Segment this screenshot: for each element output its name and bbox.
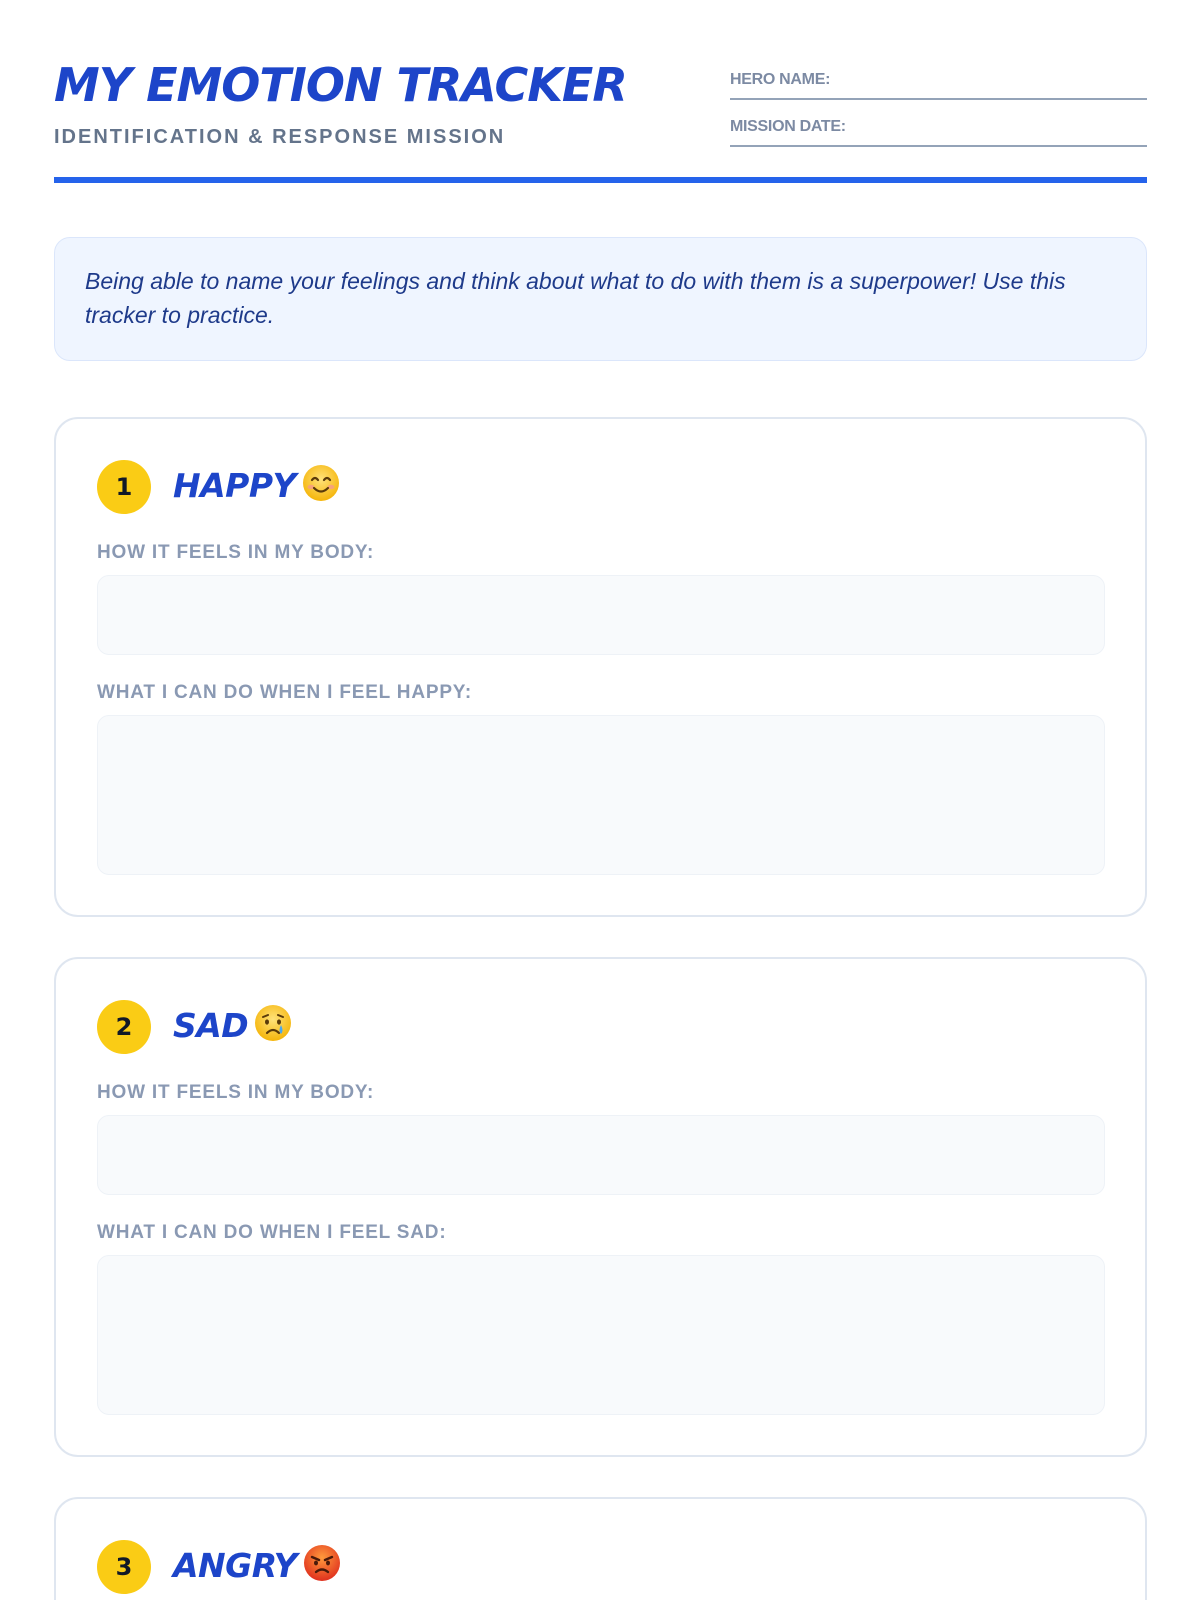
crying-face-icon xyxy=(254,1004,292,1042)
hero-name-field[interactable] xyxy=(730,70,1147,100)
intro-callout xyxy=(54,237,1147,361)
mission-date-field[interactable] xyxy=(730,117,1147,147)
worksheet-header xyxy=(54,54,1147,184)
body-feeling-label: HOW IT FEELS IN MY BODY: xyxy=(97,542,375,563)
header-divider xyxy=(54,177,1147,183)
intro-text: Being able to name your feelings and think about what to do with them is a superpower! Use this tracker to practice. xyxy=(85,268,1066,328)
emotion-card-sad xyxy=(54,957,1147,1457)
smiling-face-icon xyxy=(302,464,340,502)
emotion-card-happy xyxy=(54,417,1147,917)
emotion-number-badge: 2 xyxy=(97,1000,151,1054)
body-feeling-input[interactable] xyxy=(97,1115,1105,1195)
body-feeling-label: HOW IT FEELS IN MY BODY: xyxy=(97,1082,375,1103)
emotion-title xyxy=(173,1004,292,1045)
emotion-name: SAD xyxy=(173,1006,249,1045)
emotion-name: HAPPY xyxy=(173,466,296,505)
coping-action-input[interactable] xyxy=(97,1255,1105,1415)
page-title: MY EMOTION TRACKER xyxy=(54,58,627,112)
emotion-number-badge: 3 xyxy=(97,1540,151,1594)
emotion-card-angry xyxy=(54,1497,1147,1600)
angry-face-icon xyxy=(303,1544,341,1582)
coping-action-input[interactable] xyxy=(97,715,1105,875)
emotion-title xyxy=(173,464,340,505)
page-subtitle: IDENTIFICATION & RESPONSE MISSION xyxy=(54,126,506,148)
coping-action-label: WHAT I CAN DO WHEN I FEEL SAD: xyxy=(97,1222,447,1243)
coping-action-label: WHAT I CAN DO WHEN I FEEL HAPPY: xyxy=(97,682,472,703)
emotion-name: ANGRY xyxy=(173,1546,298,1585)
hero-name-label: HERO NAME: xyxy=(730,71,831,88)
emotion-title xyxy=(173,1544,341,1585)
emotion-number-badge: 1 xyxy=(97,460,151,514)
mission-date-label: MISSION DATE: xyxy=(730,118,846,135)
body-feeling-input[interactable] xyxy=(97,575,1105,655)
